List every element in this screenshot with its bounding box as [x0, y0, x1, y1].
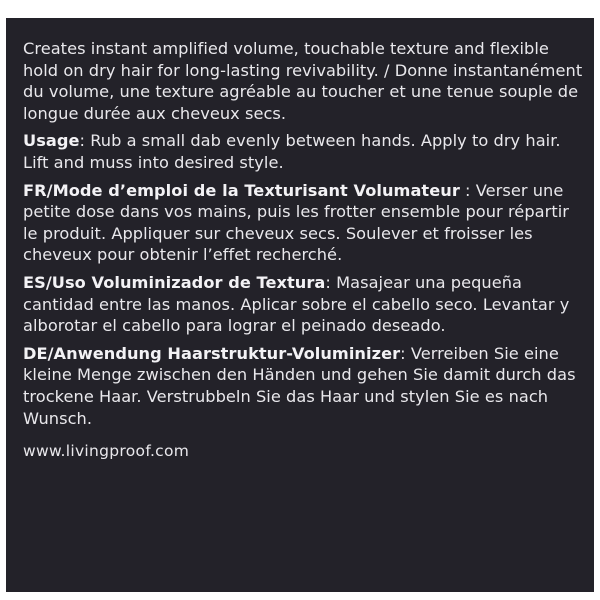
usage-english-heading: Usage	[23, 131, 80, 151]
usage-english-text: : Rub a small dab evenly between hands. Apply to dry hair. Lift and muss into desired style.	[23, 131, 561, 172]
usage-french-heading: FR/Mode d’emploi de la Texturisant Volumateur	[23, 180, 460, 200]
usage-spanish-heading: ES/Uso Voluminizador de Textura	[23, 272, 326, 292]
usage-german	[23, 343, 584, 429]
intro-description: Creates instant amplified volume, touchable texture and flexible hold on dry hair for long-lasting revivability. / Donne instantanément du volume, une texture agréable au toucher et une tenue souple de longue durée aux cheveux secs.	[23, 39, 583, 123]
usage-spanish-text: : Masajear una pequeña cantidad entre las manos. Aplicar sobre el cabello seco. Levantar y alborotar el cabello para lograr el peinado deseado.	[23, 272, 570, 336]
usage-german-heading: DE/Anwendung Haarstruktur-Voluminizer	[23, 343, 401, 363]
usage-french	[23, 180, 584, 266]
usage-german-text: : Verreiben Sie eine kleine Menge zwischen den Händen und gehen Sie damit durch das trockene Haar. Verstrubbeln Sie das Haar und stylen Sie es nach Wunsch.	[23, 343, 576, 428]
usage-english	[23, 130, 584, 173]
usage-french-text: : Verser une petite dose dans vos mains, puis les frotter ensemble pour répartir le produit. Appliquer sur cheveux secs. Soulever et froisser les cheveux pour obtenir l’effet recherché.	[23, 180, 569, 265]
usage-spanish	[23, 272, 584, 337]
website-url: www.livingproof.com	[23, 442, 190, 461]
product-label-panel	[6, 18, 594, 592]
